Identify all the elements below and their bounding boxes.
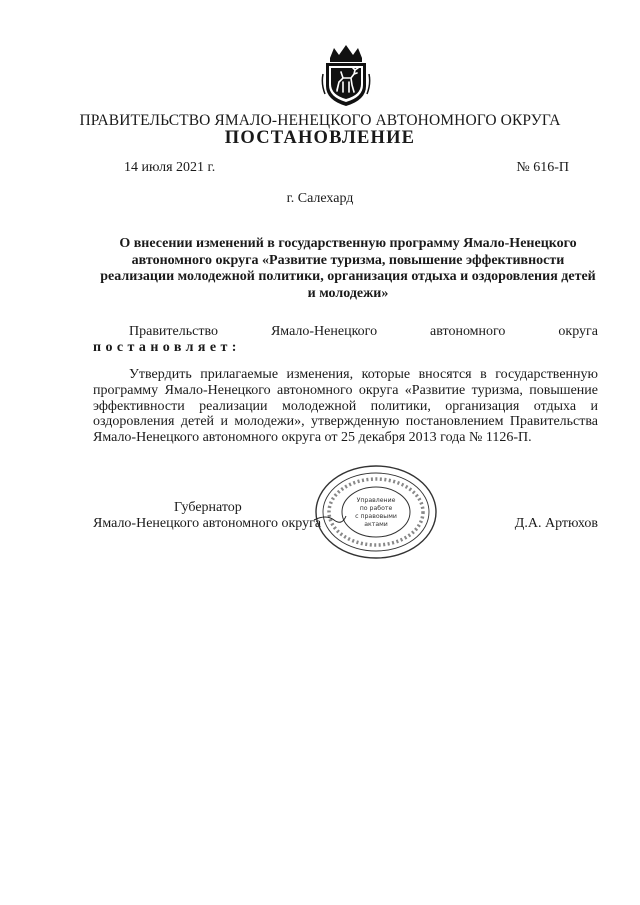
preamble-word: Правительство <box>129 324 218 339</box>
decree-keyword: постановляет: <box>93 340 241 355</box>
preamble-word: автономного <box>430 324 506 339</box>
preamble-line <box>93 324 598 340</box>
document-date: 14 июля 2021 г. <box>124 160 216 175</box>
coat-of-arms-icon <box>321 44 371 108</box>
official-seal-icon <box>312 462 440 562</box>
document-subject: О внесении изменений в государственную программу Ямало-Ненецкого автономного округа «Развитие туризма, повышение эффективности реализации молодежной политики, организация отдыха и оздоровления детей и молодежи» <box>100 236 596 301</box>
preamble-word: Ямало-Ненецкого <box>270 324 378 339</box>
signatory-name: Д.А. Артюхов <box>514 516 598 531</box>
signatory-region: Ямало-Ненецкого автономного округа <box>93 516 322 531</box>
seal-text-line: по работе <box>359 505 393 512</box>
signatory-title: Губернатор <box>174 500 242 515</box>
government-title: ПРАВИТЕЛЬСТВО ЯМАЛО-НЕНЕЦКОГО АВТОНОМНОГО ОКРУГА <box>79 112 561 129</box>
document-number: № 616-П <box>516 160 569 175</box>
seal-text-line: Управление <box>356 497 396 504</box>
document-city: г. Салехард <box>286 191 354 206</box>
seal-text-line: с правовыми <box>355 513 397 520</box>
seal-text-line: актами <box>364 521 388 528</box>
document-type-title: ПОСТАНОВЛЕНИЕ <box>224 128 416 148</box>
preamble-word: округа <box>558 324 598 339</box>
document-body-paragraph: Утвердить прилагаемые изменения, которые вносятся в государственную программу Ямало-Ненецкого автономного округа «Развитие туризма, повышение эффективности реализации молодежной политики, организация отдыха и оздоровления детей и молодежи», утвержденную постановлением Правительства Ямало-Ненецкого автономного округа от 25 декабря 2013 года № 1126-П. <box>93 367 598 446</box>
